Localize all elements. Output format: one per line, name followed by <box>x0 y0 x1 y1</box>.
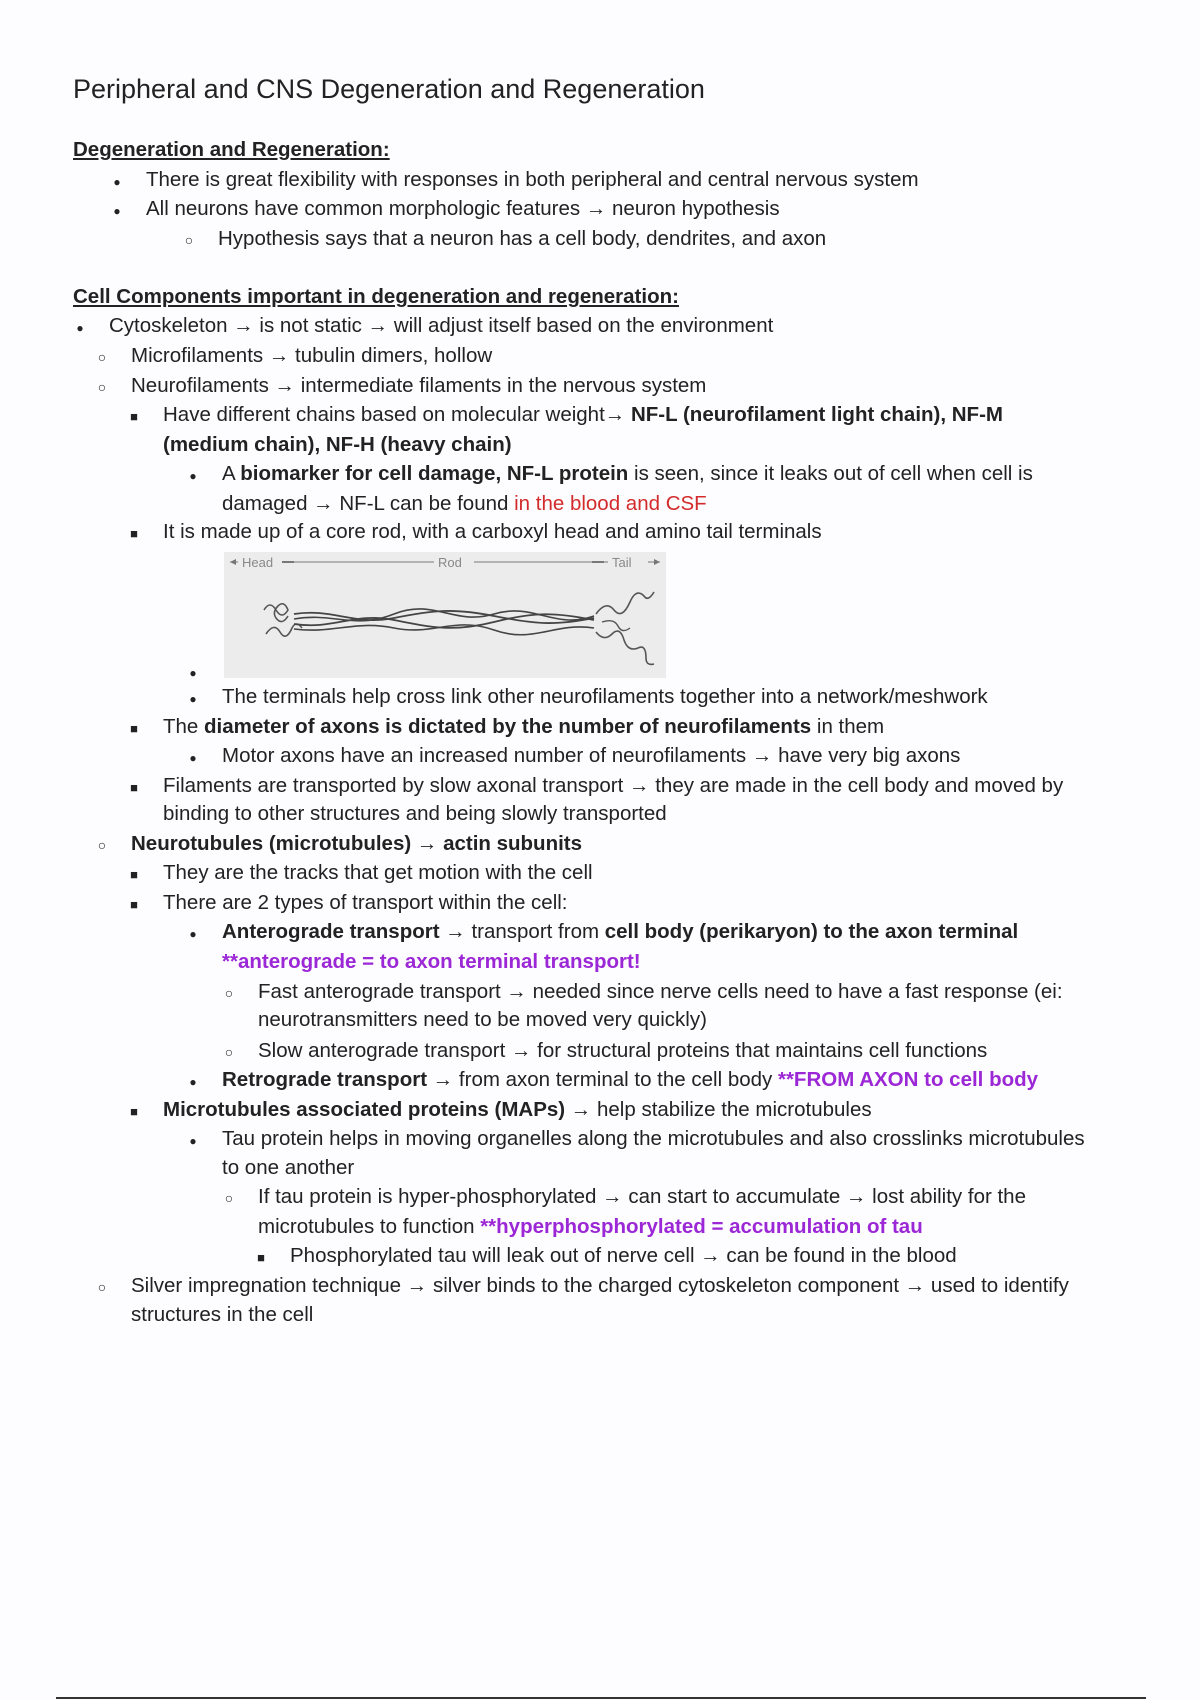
bullet-square <box>127 1098 141 1124</box>
section-heading-degeneration: Degeneration and Regeneration: <box>73 138 390 161</box>
bullet-square <box>127 891 141 917</box>
bullet-circle <box>222 980 236 1005</box>
list-item: Fast anterograde transport → needed since nerve cells need to have a fast response (ei: <box>258 980 1063 1003</box>
figure-label-rod: Rod <box>438 555 462 570</box>
list-item: Phosphorylated tau will leak out of nerve cell → can be found in the blood <box>290 1244 957 1267</box>
list-item: Tau protein helps in moving organelles along the microtubules and also crosslinks microtubules <box>222 1127 1085 1150</box>
list-item: It is made up of a core rod, with a carboxyl head and amino tail terminals <box>163 520 822 543</box>
list-item: Silver impregnation technique → silver binds to the charged cytoskeleton component → used to identify <box>131 1274 1069 1297</box>
bullet-disc <box>186 1127 200 1153</box>
bullet-circle <box>95 832 109 857</box>
bullet-square <box>127 774 141 800</box>
bullet-disc <box>186 920 200 946</box>
list-item: Neurotubules (microtubules) → actin subunits <box>131 832 583 855</box>
bullet-disc <box>110 197 124 223</box>
list-item-continuation: microtubules to function **hyperphosphorylated = accumulation of tau <box>258 1215 923 1238</box>
list-item-continuation: to one another <box>222 1156 355 1179</box>
list-item: Hypothesis says that a neuron has a cell body, dendrites, and axon <box>218 227 827 250</box>
bullet-disc <box>73 314 87 340</box>
bullet-disc <box>186 659 200 685</box>
bullet-circle <box>222 1039 236 1064</box>
bullet-disc <box>186 685 200 711</box>
bullet-disc <box>186 462 200 488</box>
list-item: If tau protein is hyper-phosphorylated → can start to accumulate → lost ability for the <box>258 1185 1026 1208</box>
neurofilament-diagram <box>224 552 666 678</box>
bullet-square <box>254 1244 268 1270</box>
list-item: Cytoskeleton → is not static → will adjust itself based on the environment <box>109 314 774 337</box>
bullet-circle <box>95 344 109 369</box>
section-heading-cell-components: Cell Components important in degeneration and regeneration: <box>73 285 679 308</box>
list-item: The diameter of axons is dictated by the number of neurofilaments in them <box>163 715 885 738</box>
bullet-disc <box>110 168 124 194</box>
list-item: There is great flexibility with responses in both peripheral and central nervous system <box>146 168 919 191</box>
bullet-square <box>127 403 141 429</box>
bullet-square <box>127 861 141 887</box>
list-item: Neurofilaments → intermediate filaments in the nervous system <box>131 374 707 397</box>
bullet-circle <box>182 227 196 252</box>
bullet-square <box>127 520 141 546</box>
list-item: All neurons have common morphologic features → neuron hypothesis <box>146 197 780 220</box>
list-item: Microtubules associated proteins (MAPs) → help stabilize the microtubules <box>163 1098 872 1121</box>
figure-label-head: Head <box>242 555 274 570</box>
list-item: Filaments are transported by slow axonal transport → they are made in the cell body and moved by <box>163 774 1064 797</box>
list-item: Retrograde transport → from axon terminal to the cell body **FROM AXON to cell body <box>222 1068 1039 1091</box>
neurofilament-illustration <box>224 552 666 678</box>
list-item: Motor axons have an increased number of neurofilaments → have very big axons <box>222 744 961 767</box>
list-item: Have different chains based on molecular weight→ NF-L (neurofilament light chain), NF-M <box>163 403 1003 426</box>
bullet-square <box>127 715 141 741</box>
bullet-circle <box>95 1274 109 1299</box>
list-item-continuation: damaged → NF-L can be found in the blood and CSF <box>222 492 707 515</box>
highlight-note: **anterograde = to axon terminal transport! <box>222 950 641 973</box>
bullet-circle <box>222 1185 236 1210</box>
bullet-circle <box>95 374 109 399</box>
bullet-disc <box>186 1068 200 1094</box>
page-title: Peripheral and CNS Degeneration and Regeneration <box>73 74 705 104</box>
list-item: A biomarker for cell damage, NF-L protein is seen, since it leaks out of cell when cell is <box>222 462 1033 485</box>
list-item-continuation: structures in the cell <box>131 1303 314 1326</box>
list-item: The terminals help cross link other neurofilaments together into a network/meshwork <box>222 685 988 708</box>
bullet-disc <box>186 744 200 770</box>
list-item: There are 2 types of transport within the cell: <box>163 891 568 914</box>
list-item: Anterograde transport → transport from cell body (perikaryon) to the axon terminal <box>222 920 1019 943</box>
figure-label-tail: Tail <box>612 555 632 570</box>
list-item: Slow anterograde transport → for structural proteins that maintains cell functions <box>258 1039 988 1062</box>
page-bottom-rule <box>56 1697 1146 1699</box>
list-item: Microfilaments → tubulin dimers, hollow <box>131 344 493 367</box>
list-item-continuation: binding to other structures and being slowly transported <box>163 802 667 825</box>
list-item: They are the tracks that get motion with the cell <box>163 861 593 884</box>
list-item-continuation: (medium chain), NF-H (heavy chain) <box>163 433 512 456</box>
list-item-continuation: neurotransmitters need to be moved very quickly) <box>258 1008 707 1031</box>
